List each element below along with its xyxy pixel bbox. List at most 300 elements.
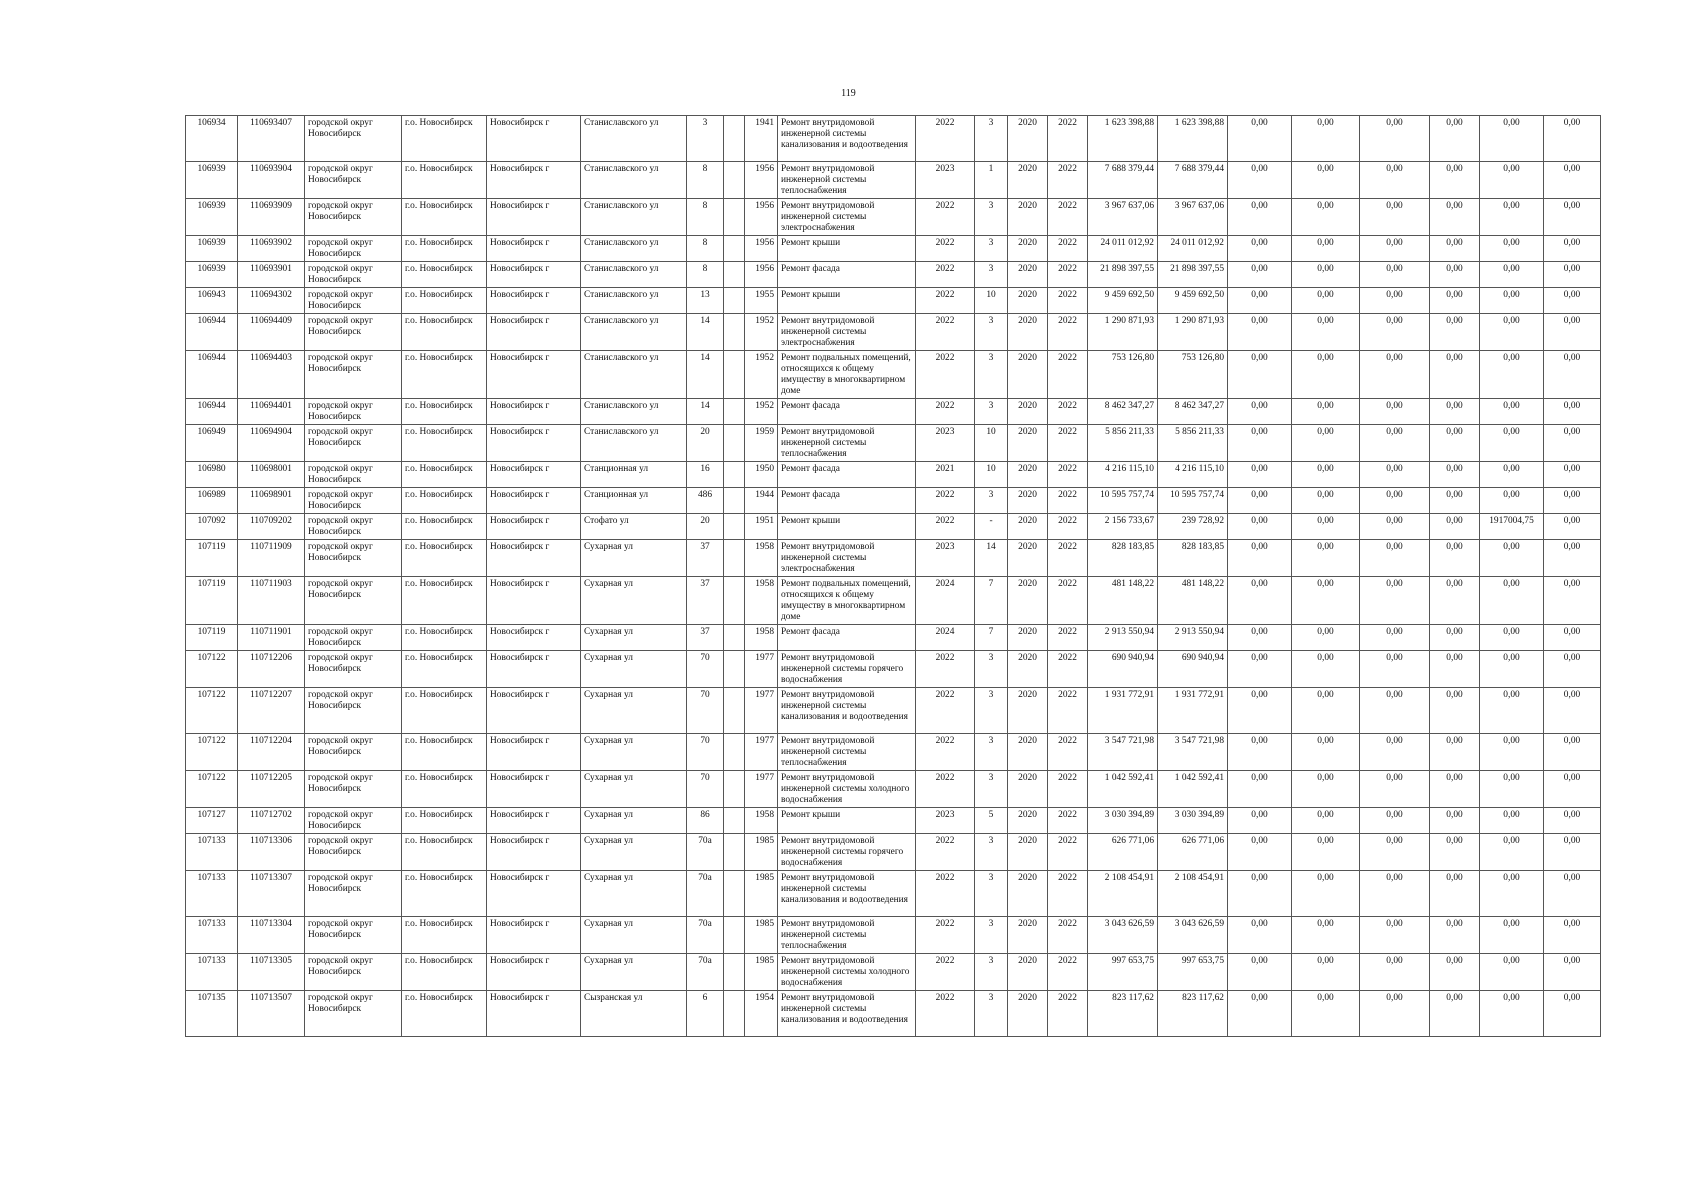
cell-municipality: городской округ Новосибирск bbox=[305, 771, 402, 808]
cell-total-cost: 3 043 626,59 bbox=[1088, 917, 1158, 954]
cell-work-id: 110711909 bbox=[238, 540, 305, 577]
cell-locality: Новосибирск г bbox=[487, 834, 581, 871]
table-row bbox=[186, 288, 1601, 314]
cell-cost-c: 0,00 bbox=[1360, 262, 1430, 288]
cell-work-type: Ремонт внутридомовой инженерной системы горячего водоснабжения bbox=[778, 651, 916, 688]
cell-months: 3 bbox=[975, 651, 1008, 688]
cell-period-end: 2022 bbox=[1048, 116, 1088, 162]
cell-months: 3 bbox=[975, 314, 1008, 351]
cell-house-number: 8 bbox=[687, 162, 724, 199]
cell-work-type: Ремонт внутридомовой инженерной системы канализования и водоотведения bbox=[778, 991, 916, 1037]
cell-cost-c: 0,00 bbox=[1360, 834, 1430, 871]
cell-building bbox=[724, 834, 745, 871]
cell-year-built: 1985 bbox=[745, 834, 778, 871]
cell-period-start: 2020 bbox=[1008, 917, 1048, 954]
cell-municipality: городской округ Новосибирск bbox=[305, 871, 402, 917]
cell-cost-f: 0,00 bbox=[1544, 917, 1601, 954]
cell-municipal-short: г.о. Новосибирск bbox=[402, 351, 487, 399]
cell-fund-cost: 10 595 757,74 bbox=[1158, 488, 1228, 514]
cell-locality: Новосибирск г bbox=[487, 871, 581, 917]
table-row bbox=[186, 236, 1601, 262]
cell-object-id: 107133 bbox=[186, 954, 238, 991]
cell-municipal-short: г.о. Новосибирск bbox=[402, 314, 487, 351]
cell-work-type: Ремонт подвальных помещений, относящихся к общему имуществу в многоквартирном доме bbox=[778, 577, 916, 625]
cell-period-end: 2022 bbox=[1048, 236, 1088, 262]
cell-street: Станиславского ул bbox=[581, 116, 687, 162]
cell-cost-a: 0,00 bbox=[1228, 162, 1292, 199]
cell-months: 10 bbox=[975, 462, 1008, 488]
cell-cost-a: 0,00 bbox=[1228, 288, 1292, 314]
cell-locality: Новосибирск г bbox=[487, 771, 581, 808]
cell-object-id: 106939 bbox=[186, 262, 238, 288]
cell-plan-year: 2021 bbox=[916, 462, 975, 488]
cell-cost-d: 0,00 bbox=[1430, 236, 1480, 262]
cell-months: 3 bbox=[975, 834, 1008, 871]
cell-cost-d: 0,00 bbox=[1430, 991, 1480, 1037]
cell-cost-e: 0,00 bbox=[1480, 808, 1544, 834]
cell-house-number: 70а bbox=[687, 834, 724, 871]
cell-period-end: 2022 bbox=[1048, 808, 1088, 834]
cell-cost-d: 0,00 bbox=[1430, 577, 1480, 625]
cell-period-start: 2020 bbox=[1008, 462, 1048, 488]
cell-street: Станиславского ул bbox=[581, 399, 687, 425]
cell-cost-e: 0,00 bbox=[1480, 425, 1544, 462]
cell-cost-d: 0,00 bbox=[1430, 162, 1480, 199]
cell-cost-c: 0,00 bbox=[1360, 688, 1430, 734]
table-row bbox=[186, 871, 1601, 917]
cell-building bbox=[724, 917, 745, 954]
cell-locality: Новосибирск г bbox=[487, 514, 581, 540]
cell-cost-b: 0,00 bbox=[1292, 162, 1360, 199]
cell-locality: Новосибирск г bbox=[487, 399, 581, 425]
cell-municipal-short: г.о. Новосибирск bbox=[402, 577, 487, 625]
cell-work-type: Ремонт подвальных помещений, относящихся к общему имуществу в многоквартирном доме bbox=[778, 351, 916, 399]
cell-cost-b: 0,00 bbox=[1292, 288, 1360, 314]
cell-locality: Новосибирск г bbox=[487, 808, 581, 834]
cell-street: Станиславского ул bbox=[581, 199, 687, 236]
cell-house-number: 6 bbox=[687, 991, 724, 1037]
cell-year-built: 1941 bbox=[745, 116, 778, 162]
cell-street: Сухарная ул bbox=[581, 688, 687, 734]
cell-municipality: городской округ Новосибирск bbox=[305, 540, 402, 577]
cell-work-type: Ремонт фасада bbox=[778, 488, 916, 514]
cell-months: 7 bbox=[975, 577, 1008, 625]
cell-house-number: 70 bbox=[687, 771, 724, 808]
cell-cost-e: 0,00 bbox=[1480, 351, 1544, 399]
cell-year-built: 1955 bbox=[745, 288, 778, 314]
cell-year-built: 1952 bbox=[745, 351, 778, 399]
cell-cost-c: 0,00 bbox=[1360, 577, 1430, 625]
cell-object-id: 107119 bbox=[186, 540, 238, 577]
cell-year-built: 1985 bbox=[745, 954, 778, 991]
cell-street: Сухарная ул bbox=[581, 651, 687, 688]
cell-plan-year: 2022 bbox=[916, 954, 975, 991]
cell-cost-c: 0,00 bbox=[1360, 771, 1430, 808]
cell-year-built: 1977 bbox=[745, 688, 778, 734]
cell-work-type: Ремонт крыши bbox=[778, 236, 916, 262]
cell-fund-cost: 753 126,80 bbox=[1158, 351, 1228, 399]
cell-municipality: городской округ Новосибирск bbox=[305, 651, 402, 688]
cell-total-cost: 823 117,62 bbox=[1088, 991, 1158, 1037]
cell-year-built: 1958 bbox=[745, 540, 778, 577]
cell-municipality: городской округ Новосибирск bbox=[305, 314, 402, 351]
table-row bbox=[186, 462, 1601, 488]
cell-months: 3 bbox=[975, 771, 1008, 808]
cell-work-type: Ремонт внутридомовой инженерной системы электроснабжения bbox=[778, 199, 916, 236]
cell-period-end: 2022 bbox=[1048, 488, 1088, 514]
cell-plan-year: 2022 bbox=[916, 236, 975, 262]
cell-cost-c: 0,00 bbox=[1360, 162, 1430, 199]
cell-municipal-short: г.о. Новосибирск bbox=[402, 199, 487, 236]
cell-object-id: 106944 bbox=[186, 399, 238, 425]
cell-municipality: городской округ Новосибирск bbox=[305, 262, 402, 288]
cell-cost-e: 0,00 bbox=[1480, 991, 1544, 1037]
table-row bbox=[186, 425, 1601, 462]
cell-work-id: 110698001 bbox=[238, 462, 305, 488]
cell-work-id: 110694302 bbox=[238, 288, 305, 314]
cell-fund-cost: 3 967 637,06 bbox=[1158, 199, 1228, 236]
cell-plan-year: 2022 bbox=[916, 199, 975, 236]
cell-municipality: городской округ Новосибирск bbox=[305, 954, 402, 991]
cell-cost-b: 0,00 bbox=[1292, 399, 1360, 425]
cell-locality: Новосибирск г bbox=[487, 688, 581, 734]
cell-work-id: 110713304 bbox=[238, 917, 305, 954]
cell-object-id: 106943 bbox=[186, 288, 238, 314]
cell-period-end: 2022 bbox=[1048, 917, 1088, 954]
cell-period-start: 2020 bbox=[1008, 651, 1048, 688]
cell-cost-a: 0,00 bbox=[1228, 236, 1292, 262]
table-row bbox=[186, 351, 1601, 399]
cell-plan-year: 2022 bbox=[916, 262, 975, 288]
cell-object-id: 106944 bbox=[186, 314, 238, 351]
cell-object-id: 106989 bbox=[186, 488, 238, 514]
cell-period-start: 2020 bbox=[1008, 540, 1048, 577]
table-row bbox=[186, 116, 1601, 162]
cell-plan-year: 2022 bbox=[916, 116, 975, 162]
cell-total-cost: 690 940,94 bbox=[1088, 651, 1158, 688]
cell-cost-b: 0,00 bbox=[1292, 577, 1360, 625]
cell-plan-year: 2022 bbox=[916, 917, 975, 954]
cell-building bbox=[724, 871, 745, 917]
cell-months: 5 bbox=[975, 808, 1008, 834]
cell-work-id: 110694401 bbox=[238, 399, 305, 425]
cell-cost-b: 0,00 bbox=[1292, 514, 1360, 540]
cell-total-cost: 24 011 012,92 bbox=[1088, 236, 1158, 262]
cell-total-cost: 5 856 211,33 bbox=[1088, 425, 1158, 462]
cell-cost-a: 0,00 bbox=[1228, 514, 1292, 540]
cell-cost-d: 0,00 bbox=[1430, 954, 1480, 991]
cell-work-type: Ремонт внутридомовой инженерной системы горячего водоснабжения bbox=[778, 834, 916, 871]
cell-cost-f: 0,00 bbox=[1544, 425, 1601, 462]
cell-cost-e: 0,00 bbox=[1480, 262, 1544, 288]
cell-cost-c: 0,00 bbox=[1360, 514, 1430, 540]
cell-cost-a: 0,00 bbox=[1228, 871, 1292, 917]
cell-cost-e: 0,00 bbox=[1480, 540, 1544, 577]
cell-house-number: 8 bbox=[687, 199, 724, 236]
cell-street: Сухарная ул bbox=[581, 917, 687, 954]
cell-cost-a: 0,00 bbox=[1228, 651, 1292, 688]
cell-year-built: 1977 bbox=[745, 734, 778, 771]
cell-cost-b: 0,00 bbox=[1292, 462, 1360, 488]
cell-municipality: городской округ Новосибирск bbox=[305, 199, 402, 236]
cell-street: Станиславского ул bbox=[581, 236, 687, 262]
cell-building bbox=[724, 116, 745, 162]
cell-municipal-short: г.о. Новосибирск bbox=[402, 688, 487, 734]
cell-object-id: 107122 bbox=[186, 734, 238, 771]
cell-total-cost: 1 623 398,88 bbox=[1088, 116, 1158, 162]
cell-municipal-short: г.о. Новосибирск bbox=[402, 991, 487, 1037]
cell-year-built: 1959 bbox=[745, 425, 778, 462]
cell-building bbox=[724, 954, 745, 991]
cell-cost-c: 0,00 bbox=[1360, 236, 1430, 262]
cell-municipal-short: г.о. Новосибирск bbox=[402, 734, 487, 771]
cell-cost-e: 0,00 bbox=[1480, 771, 1544, 808]
cell-months: 3 bbox=[975, 236, 1008, 262]
cell-work-id: 110693904 bbox=[238, 162, 305, 199]
cell-period-end: 2022 bbox=[1048, 991, 1088, 1037]
cell-house-number: 70а bbox=[687, 917, 724, 954]
cell-municipal-short: г.о. Новосибирск bbox=[402, 625, 487, 651]
cell-fund-cost: 828 183,85 bbox=[1158, 540, 1228, 577]
cell-cost-f: 0,00 bbox=[1544, 991, 1601, 1037]
cell-work-type: Ремонт фасада bbox=[778, 399, 916, 425]
cell-locality: Новосибирск г bbox=[487, 314, 581, 351]
cell-cost-e: 0,00 bbox=[1480, 917, 1544, 954]
cell-total-cost: 828 183,85 bbox=[1088, 540, 1158, 577]
cell-cost-c: 0,00 bbox=[1360, 917, 1430, 954]
cell-cost-f: 0,00 bbox=[1544, 954, 1601, 991]
cell-cost-c: 0,00 bbox=[1360, 462, 1430, 488]
cell-year-built: 1958 bbox=[745, 577, 778, 625]
cell-period-end: 2022 bbox=[1048, 834, 1088, 871]
cell-building bbox=[724, 577, 745, 625]
cell-municipality: городской округ Новосибирск bbox=[305, 688, 402, 734]
cell-period-start: 2020 bbox=[1008, 199, 1048, 236]
cell-house-number: 70 bbox=[687, 688, 724, 734]
cell-municipality: городской округ Новосибирск bbox=[305, 162, 402, 199]
cell-work-type: Ремонт внутридомовой инженерной системы канализования и водоотведения bbox=[778, 688, 916, 734]
cell-total-cost: 9 459 692,50 bbox=[1088, 288, 1158, 314]
cell-cost-d: 0,00 bbox=[1430, 688, 1480, 734]
cell-fund-cost: 7 688 379,44 bbox=[1158, 162, 1228, 199]
cell-cost-a: 0,00 bbox=[1228, 771, 1292, 808]
cell-year-built: 1956 bbox=[745, 199, 778, 236]
cell-cost-c: 0,00 bbox=[1360, 991, 1430, 1037]
cell-plan-year: 2023 bbox=[916, 162, 975, 199]
cell-work-id: 110712702 bbox=[238, 808, 305, 834]
cell-year-built: 1958 bbox=[745, 808, 778, 834]
cell-work-type: Ремонт внутридомовой инженерной системы теплоснабжения bbox=[778, 734, 916, 771]
cell-months: 3 bbox=[975, 399, 1008, 425]
cell-period-end: 2022 bbox=[1048, 351, 1088, 399]
cell-cost-f: 0,00 bbox=[1544, 734, 1601, 771]
cell-cost-a: 0,00 bbox=[1228, 734, 1292, 771]
cell-work-id: 110693902 bbox=[238, 236, 305, 262]
cell-total-cost: 7 688 379,44 bbox=[1088, 162, 1158, 199]
cell-cost-d: 0,00 bbox=[1430, 514, 1480, 540]
cell-locality: Новосибирск г bbox=[487, 991, 581, 1037]
cell-cost-b: 0,00 bbox=[1292, 540, 1360, 577]
cell-total-cost: 10 595 757,74 bbox=[1088, 488, 1158, 514]
cell-municipality: городской округ Новосибирск bbox=[305, 991, 402, 1037]
cell-cost-d: 0,00 bbox=[1430, 116, 1480, 162]
cell-cost-c: 0,00 bbox=[1360, 651, 1430, 688]
cell-building bbox=[724, 625, 745, 651]
cell-period-start: 2020 bbox=[1008, 577, 1048, 625]
table-row bbox=[186, 577, 1601, 625]
cell-year-built: 1956 bbox=[745, 162, 778, 199]
cell-cost-a: 0,00 bbox=[1228, 808, 1292, 834]
cell-object-id: 106944 bbox=[186, 351, 238, 399]
cell-cost-d: 0,00 bbox=[1430, 462, 1480, 488]
cell-cost-f: 0,00 bbox=[1544, 399, 1601, 425]
cell-year-built: 1950 bbox=[745, 462, 778, 488]
cell-object-id: 107122 bbox=[186, 688, 238, 734]
cell-cost-b: 0,00 bbox=[1292, 734, 1360, 771]
cell-municipal-short: г.о. Новосибирск bbox=[402, 651, 487, 688]
cell-street: Станиславского ул bbox=[581, 351, 687, 399]
cell-plan-year: 2022 bbox=[916, 771, 975, 808]
cell-months: 3 bbox=[975, 262, 1008, 288]
cell-building bbox=[724, 288, 745, 314]
cell-municipality: городской округ Новосибирск bbox=[305, 577, 402, 625]
cell-work-type: Ремонт внутридомовой инженерной системы электроснабжения bbox=[778, 314, 916, 351]
cell-municipality: городской округ Новосибирск bbox=[305, 488, 402, 514]
cell-street: Станционная ул bbox=[581, 462, 687, 488]
cell-cost-e: 0,00 bbox=[1480, 462, 1544, 488]
cell-house-number: 70 bbox=[687, 651, 724, 688]
cell-months: 10 bbox=[975, 288, 1008, 314]
cell-period-end: 2022 bbox=[1048, 514, 1088, 540]
cell-period-end: 2022 bbox=[1048, 625, 1088, 651]
cell-cost-c: 0,00 bbox=[1360, 954, 1430, 991]
cell-fund-cost: 481 148,22 bbox=[1158, 577, 1228, 625]
cell-house-number: 70 bbox=[687, 734, 724, 771]
cell-work-id: 110694403 bbox=[238, 351, 305, 399]
cell-cost-b: 0,00 bbox=[1292, 954, 1360, 991]
cell-period-start: 2020 bbox=[1008, 625, 1048, 651]
cell-municipal-short: г.о. Новосибирск bbox=[402, 834, 487, 871]
cell-period-start: 2020 bbox=[1008, 991, 1048, 1037]
cell-building bbox=[724, 540, 745, 577]
cell-house-number: 37 bbox=[687, 577, 724, 625]
cell-street: Сухарная ул bbox=[581, 577, 687, 625]
cell-cost-d: 0,00 bbox=[1430, 262, 1480, 288]
table-row bbox=[186, 834, 1601, 871]
cell-cost-c: 0,00 bbox=[1360, 488, 1430, 514]
cell-municipal-short: г.о. Новосибирск bbox=[402, 954, 487, 991]
cell-municipal-short: г.о. Новосибирск bbox=[402, 162, 487, 199]
cell-locality: Новосибирск г bbox=[487, 917, 581, 954]
cell-municipality: городской округ Новосибирск bbox=[305, 808, 402, 834]
cell-street: Сызранская ул bbox=[581, 991, 687, 1037]
cell-period-end: 2022 bbox=[1048, 771, 1088, 808]
cell-cost-f: 0,00 bbox=[1544, 688, 1601, 734]
cell-object-id: 106934 bbox=[186, 116, 238, 162]
cell-cost-b: 0,00 bbox=[1292, 488, 1360, 514]
cell-locality: Новосибирск г bbox=[487, 651, 581, 688]
cell-locality: Новосибирск г bbox=[487, 288, 581, 314]
cell-plan-year: 2022 bbox=[916, 314, 975, 351]
cell-year-built: 1944 bbox=[745, 488, 778, 514]
cell-work-id: 110712206 bbox=[238, 651, 305, 688]
cell-plan-year: 2022 bbox=[916, 288, 975, 314]
cell-cost-d: 0,00 bbox=[1430, 351, 1480, 399]
cell-municipal-short: г.о. Новосибирск bbox=[402, 488, 487, 514]
cell-months: 3 bbox=[975, 954, 1008, 991]
cell-cost-a: 0,00 bbox=[1228, 425, 1292, 462]
table-row bbox=[186, 771, 1601, 808]
cell-cost-b: 0,00 bbox=[1292, 651, 1360, 688]
cell-fund-cost: 4 216 115,10 bbox=[1158, 462, 1228, 488]
cell-work-type: Ремонт крыши bbox=[778, 514, 916, 540]
cell-period-end: 2022 bbox=[1048, 399, 1088, 425]
cell-cost-e: 0,00 bbox=[1480, 954, 1544, 991]
cell-cost-f: 0,00 bbox=[1544, 834, 1601, 871]
cell-house-number: 20 bbox=[687, 425, 724, 462]
cell-cost-f: 0,00 bbox=[1544, 771, 1601, 808]
cell-work-id: 110693407 bbox=[238, 116, 305, 162]
cell-municipal-short: г.о. Новосибирск bbox=[402, 425, 487, 462]
cell-cost-e: 0,00 bbox=[1480, 199, 1544, 236]
cell-building bbox=[724, 425, 745, 462]
cell-fund-cost: 239 728,92 bbox=[1158, 514, 1228, 540]
cell-plan-year: 2022 bbox=[916, 834, 975, 871]
cell-total-cost: 753 126,80 bbox=[1088, 351, 1158, 399]
cell-street: Сухарная ул bbox=[581, 540, 687, 577]
cell-cost-f: 0,00 bbox=[1544, 651, 1601, 688]
table-row bbox=[186, 540, 1601, 577]
cell-cost-c: 0,00 bbox=[1360, 871, 1430, 917]
cell-cost-a: 0,00 bbox=[1228, 116, 1292, 162]
cell-cost-d: 0,00 bbox=[1430, 771, 1480, 808]
cell-locality: Новосибирск г bbox=[487, 425, 581, 462]
cell-cost-b: 0,00 bbox=[1292, 808, 1360, 834]
cell-municipal-short: г.о. Новосибирск bbox=[402, 917, 487, 954]
cell-locality: Новосибирск г bbox=[487, 236, 581, 262]
cell-cost-d: 0,00 bbox=[1430, 651, 1480, 688]
cell-total-cost: 997 653,75 bbox=[1088, 954, 1158, 991]
cell-house-number: 3 bbox=[687, 116, 724, 162]
cell-fund-cost: 8 462 347,27 bbox=[1158, 399, 1228, 425]
cell-municipality: городской округ Новосибирск bbox=[305, 462, 402, 488]
cell-cost-d: 0,00 bbox=[1430, 488, 1480, 514]
cell-work-type: Ремонт фасада bbox=[778, 625, 916, 651]
cell-locality: Новосибирск г bbox=[487, 954, 581, 991]
cell-period-end: 2022 bbox=[1048, 871, 1088, 917]
cell-municipality: городской округ Новосибирск bbox=[305, 351, 402, 399]
cell-cost-f: 0,00 bbox=[1544, 488, 1601, 514]
cell-plan-year: 2022 bbox=[916, 399, 975, 425]
cell-municipal-short: г.о. Новосибирск bbox=[402, 540, 487, 577]
cell-period-start: 2020 bbox=[1008, 488, 1048, 514]
cell-street: Стофато ул bbox=[581, 514, 687, 540]
cell-object-id: 107122 bbox=[186, 651, 238, 688]
cell-house-number: 20 bbox=[687, 514, 724, 540]
cell-cost-e: 0,00 bbox=[1480, 625, 1544, 651]
cell-work-type: Ремонт внутридомовой инженерной системы теплоснабжения bbox=[778, 425, 916, 462]
cell-months: 1 bbox=[975, 162, 1008, 199]
cell-cost-a: 0,00 bbox=[1228, 917, 1292, 954]
cell-year-built: 1985 bbox=[745, 871, 778, 917]
cell-fund-cost: 1 623 398,88 bbox=[1158, 116, 1228, 162]
cell-house-number: 8 bbox=[687, 236, 724, 262]
cell-work-type: Ремонт внутридомовой инженерной системы теплоснабжения bbox=[778, 162, 916, 199]
cell-object-id: 107133 bbox=[186, 871, 238, 917]
cell-cost-b: 0,00 bbox=[1292, 771, 1360, 808]
cell-plan-year: 2022 bbox=[916, 688, 975, 734]
cell-object-id: 107092 bbox=[186, 514, 238, 540]
